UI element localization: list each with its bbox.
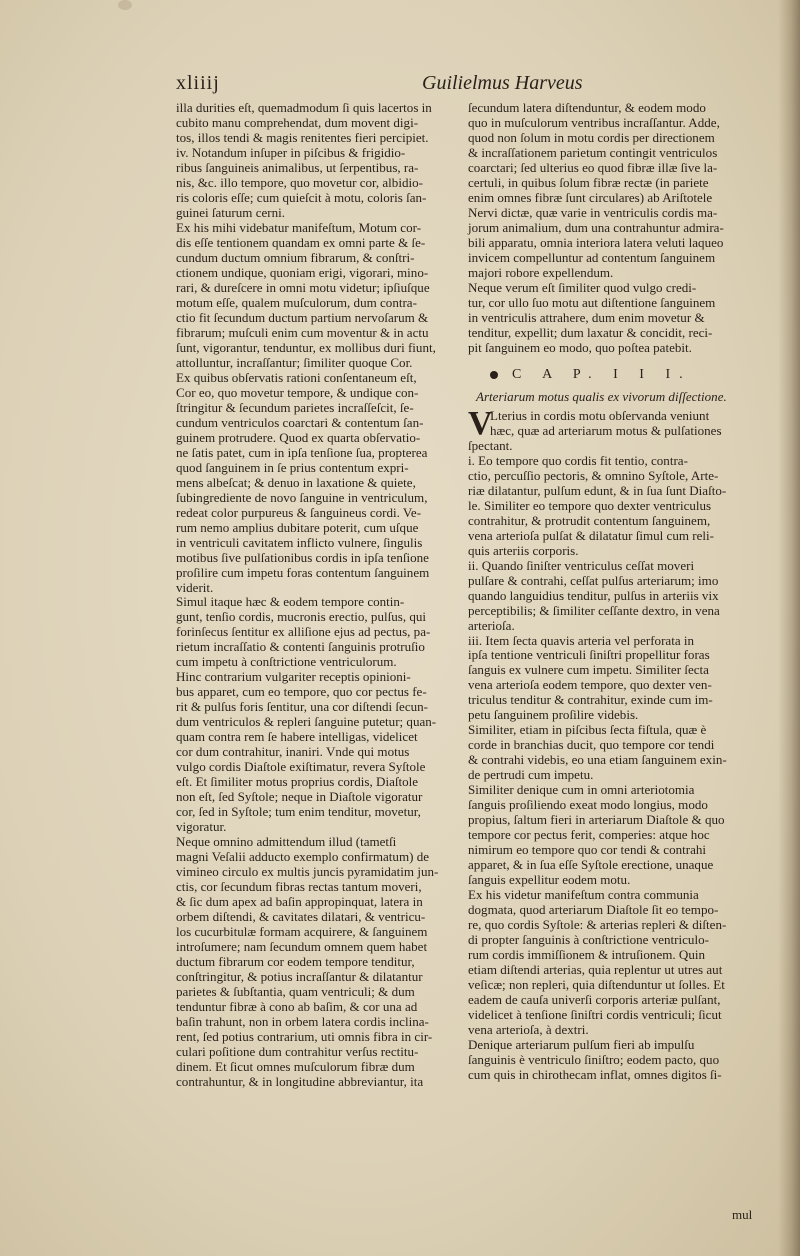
- text-line: forinſecus ſentitur ex alliſione ejus ad pectus, pa-: [176, 624, 431, 640]
- text-line: guinei ſaturum cerni.: [176, 204, 286, 220]
- text-line: Denique arteriarum pulſum fieri ab impulſu: [468, 1037, 695, 1053]
- text-line: videlicet à tenſione ſiniſtri cordis ventriculi; ſicut: [468, 1007, 722, 1023]
- text-line: proſilire cum impetu foras contentum ſanguinem: [176, 564, 430, 580]
- text-line: Hinc contrarium vulgariter receptis opinioni-: [176, 669, 411, 685]
- text-line: di propter ſanguinis à conſtrictione ventriculo-: [468, 932, 709, 948]
- text-line: cum quis in chirothecam inflat, omnes digitos ſi-: [468, 1067, 722, 1083]
- text-line: ductum fibrarum cor eodem tempore tenditur,: [176, 954, 415, 970]
- chapter-title: Arteriarum motus qualis ex vivorum diſſectione.: [476, 388, 727, 404]
- drop-capital: V: [468, 404, 493, 442]
- text-line: cundum ductum omnium fibrarum, & conſtri-: [176, 249, 415, 265]
- bullet-ornament-icon: [490, 371, 498, 379]
- text-line: dis eſſe tentionem quandam ex omni parte & ſe-: [176, 234, 426, 250]
- text-line: contrahitur, & protrudit contentum ſanguinem,: [468, 512, 711, 528]
- text-line: Ex his mihi videbatur manifeſtum, Motum cor-: [176, 219, 422, 235]
- text-line: ii. Quando ſiniſter ventriculus ceſſat moveri: [468, 557, 695, 573]
- text-line: magni Veſalii adducto exemplo confirmatum) de: [176, 849, 430, 865]
- text-line: enim omnes fibræ ſunt circulares) ab Ariſtotele: [468, 189, 713, 205]
- text-line: tenditur, expellit; dum laxatur & concidit, reci-: [468, 324, 713, 340]
- text-line: ſanguis expellitur eodem motu.: [468, 872, 631, 888]
- page-header: [176, 72, 742, 96]
- text-line: rent, ſed potius contrarium, uti omnis fibra in cir-: [176, 1029, 433, 1045]
- text-line: majori robore expellendum.: [468, 264, 614, 280]
- text-line: bus apparet, cum eo tempore, quo cor pectus fe-: [176, 684, 427, 700]
- text-line: non eſt, ſed Syſtole; neque in Diaſtole vigoratur: [176, 789, 423, 805]
- text-line: parietes & ſubſtantia, quam ventriculi; & dum: [176, 984, 415, 1000]
- text-line: Nervi dictæ, quæ varie in ventriculis cordis ma-: [468, 204, 718, 220]
- text-line: Lterius in cordis motu obſervanda veniunt: [490, 407, 710, 423]
- text-line: cubito manu comprehendat, dum movent digi-: [176, 114, 419, 130]
- page-stain: [118, 0, 132, 10]
- text-line: cum impetu à conſtrictione ventriculorum.: [176, 654, 397, 670]
- text-line: ſanguis proſiliendo exeat modo longius, modo: [468, 797, 708, 813]
- text-line: vena arterioſa pulſat & dilatatur ſimul cum reli-: [468, 527, 714, 543]
- text-line: mens albeſcat; & denuo in laxatione & quiete,: [176, 474, 416, 490]
- text-line: quam contra rem ſe habere intelligas, videlicet: [176, 729, 418, 745]
- text-line: iii. Item ſecta quavis arteria vel perforata in: [468, 632, 695, 648]
- text-line: ctionem undique, quoniam erigi, vigorari, mino-: [176, 264, 429, 280]
- text-line: de pertrudi cum impetu.: [468, 767, 594, 783]
- right-text-column: [468, 100, 744, 1082]
- text-line: guinem protrudere. Quod ex quarta obſervatio-: [176, 429, 421, 445]
- text-line: culari poſitione dum contrahitur verſus rectitu-: [176, 1044, 419, 1060]
- text-line: motibus ſive pulſationibus cordis in ipſa tenſione: [176, 549, 429, 565]
- text-line: iv. Notandum inſuper in piſcibus & frigidio-: [176, 144, 406, 160]
- text-line: baſin trahunt, non in orbem latera cordis inclina-: [176, 1014, 429, 1030]
- text-line: petu ſanguinem proſilire videbis.: [468, 707, 639, 723]
- text-line: Similiter, etiam in piſcibus ſecta fiſtula, quæ è: [468, 722, 707, 738]
- chapter-opening: [468, 404, 744, 1083]
- text-line: rum nemo amplius dubitare poterit, cum uſque: [176, 519, 419, 535]
- running-title: Guilielmus Harveus: [422, 72, 583, 94]
- text-line: jorum animalium, dum una contrahuntur admira-: [468, 219, 724, 235]
- text-line: quo in muſculorum ventribus incraſſantur. Adde,: [468, 114, 720, 130]
- text-line: dum ventriculos & repleri ſanguine putetur; quan-: [176, 714, 437, 730]
- text-line: triculus tenditur & contrahitur, exinde cum im-: [468, 692, 713, 708]
- text-line: le. Similiter eo tempore quo dexter ventriculus: [468, 497, 712, 513]
- text-line: vulgo cordis Diaſtole exiſtimatur, revera Syſtole: [176, 759, 426, 775]
- text-line: tempore cor pectus ferit, comperies: atque hoc: [468, 827, 710, 843]
- text-line: tos, illos tendi & magis renitentes fieri percipiet.: [176, 129, 429, 145]
- text-line: quis arteriis corporis.: [468, 542, 579, 558]
- text-line: arterioſa.: [468, 617, 515, 633]
- text-line: nis, &c. illo tempore, quo movetur cor, albidio-: [176, 174, 423, 190]
- text-line: Neque verum eſt ſimiliter quod vulgo credi-: [468, 279, 697, 295]
- text-line: tenduntur fibræ à cono ab baſim, & cor una ad: [176, 999, 418, 1015]
- text-line: ctio fit ſecundum ductum partium nervoſarum &: [176, 309, 429, 325]
- text-line: apparet, & in ſua eſſe Syſtole erectione, unaque: [468, 857, 714, 873]
- text-line: ſtringitur & ſecundum parietes incraſſeſcit, ſe-: [176, 399, 414, 415]
- text-line: vena arterioſa, à dextri.: [468, 1022, 589, 1038]
- text-line: pulſare & contrahi, ceſſat pulſus arteriarum; imo: [468, 572, 719, 588]
- text-line: invicem compelluntur ad contentum ſanguinem: [468, 249, 716, 265]
- text-line: dogmata, quod arteriarum Diaſtole ſit eo tempo-: [468, 902, 719, 918]
- text-line: rietum incraſſatio & contenti ſanguinis protruſio: [176, 639, 425, 655]
- text-line: tur, cor ullo ſuo motu aut diſtentione ſanguinem: [468, 294, 716, 310]
- text-line: rum cordis immiſſionem & intruſionem. Quin: [468, 947, 705, 963]
- text-line: ſubingrediente de novo ſanguine in ventriculum,: [176, 489, 428, 505]
- text-line: rari, & dureſcere in omni motu videtur; ipſiuſque: [176, 279, 430, 295]
- text-line: corde in branchias ducit, quo tempore cor tendi: [468, 737, 715, 753]
- text-line: ſpectant.: [468, 437, 513, 453]
- text-line: i. Eo tempore quo cordis fit tentio, contra-: [468, 452, 688, 468]
- right-column-top-text: [468, 100, 744, 355]
- text-line: quod ſanguinem in ſe prius contentum expri-: [176, 459, 409, 475]
- text-line: orbem diſtendi, & cavitates dilatari, & ventricu-: [176, 909, 426, 925]
- text-line: nimirum eo tempore quo cor tendi & contrahi: [468, 842, 707, 858]
- text-line: ſanguis ex vulnere cum impetu. Similiter ſecta: [468, 662, 709, 678]
- text-line: conſtringitur, & potius incraſſantur & dilatantur: [176, 969, 423, 985]
- text-line: ne ſatis patet, cum in ipſa tenſione ſua, propterea: [176, 444, 428, 460]
- text-line: cor, ſed in Syſtole; tum enim tenditur, movetur,: [176, 804, 421, 820]
- text-line: vigoratur.: [176, 819, 227, 835]
- text-line: fibrarum; muſculi enim cum moventur & in actu: [176, 324, 429, 340]
- text-line: bili apparatu, omnia interiora latera veluti laqueo: [468, 234, 724, 250]
- text-line: viderit.: [176, 579, 214, 595]
- chapter-heading: C A P. I I I.: [468, 364, 744, 386]
- text-line: illa durities eſt, quemadmodum ſi quis lacertos in: [176, 100, 432, 115]
- left-text-column: [176, 100, 452, 1089]
- text-line: ſunt, vigorantur, tenduntur, ex mollibus duri fiunt,: [176, 339, 436, 355]
- text-line: & incraſſationem parietum contingit ventriculos: [468, 144, 718, 160]
- text-line: re, quo cordis Syſtole: & arterias repleri & diſten-: [468, 917, 727, 933]
- text-line: ſanguinis è ventriculo ſiniſtro; eodem pacto, quo: [468, 1052, 720, 1068]
- text-line: etiam diſtendi arterias, quia replentur ut utres aut: [468, 962, 723, 978]
- text-line: in ventriculis attrahere, dum enim movetur &: [468, 309, 705, 325]
- text-line: ctis, cor ſecundum fibras rectas tantum moveri,: [176, 879, 422, 895]
- text-line: contrahuntur, & in longitudine abbreviantur, ita: [176, 1073, 424, 1089]
- text-line: Cor eo, quo movetur tempore, & undique con-: [176, 384, 419, 400]
- text-line: motum eſſe, qualem muſculorum, dum contra-: [176, 294, 417, 310]
- text-line: ipſa tentione ventriculi ſiniſtri propellitur foras: [468, 647, 710, 663]
- text-line: introſumere; nam ſecundum omnem quem habet: [176, 939, 428, 955]
- text-line: & ſic dum apex ad baſin appropinquat, latera in: [176, 894, 423, 910]
- text-line: eadem de cauſa univerſi corporis arteriæ pulſant,: [468, 992, 721, 1008]
- folio-number: xliiij: [176, 72, 220, 94]
- text-line: certuli, in quibus ſolum fibræ rectæ (in pariete: [468, 174, 709, 190]
- text-line: vimineo circulo ex multis juncis pyramidatim jun-: [176, 864, 439, 880]
- text-line: Simul itaque hæc & eodem tempore contin-: [176, 594, 405, 610]
- text-line: ribus ſanguineis animalibus, ut ſerpentibus, ra-: [176, 159, 419, 175]
- text-line: attolluntur, incraſſantur; ſimiliter quoque Cor.: [176, 354, 413, 370]
- catchword: mul: [732, 1207, 753, 1222]
- text-line: gunt, tenſio cordis, mucronis erectio, pulſus, qui: [176, 609, 427, 625]
- text-line: ris coloris eſſe; cum quieſcit à motu, coloris ſan-: [176, 189, 427, 205]
- text-line: veſicæ; non repleri, quia diſtenduntur ut ſolles. Et: [468, 977, 725, 993]
- text-line: Similiter denique cum in omni arteriotomia: [468, 782, 695, 798]
- gutter-shadow: [778, 0, 800, 1256]
- text-line: & contrahi videbis, eo una etiam ſanguinem exin-: [468, 752, 727, 768]
- text-line: dinem. Et ſicut omnes muſculorum fibræ dum: [176, 1059, 415, 1074]
- text-line: perceptibilis; & ſimiliter ceſſante dextro, in vena: [468, 602, 720, 618]
- text-line: ctio, percuſſio pectoris, & omnino Syſtole, Arte-: [468, 467, 719, 483]
- text-line: vena arterioſa eodem tempore, quo dexter ven-: [468, 677, 712, 693]
- text-line: pit ſanguinem eo modo, quo poſtea patebit.: [468, 339, 692, 355]
- text-line: Ex quibus obſervatis rationi conſentaneum eſt,: [176, 369, 417, 385]
- right-column-bottom-text: [468, 404, 744, 1083]
- text-line: los cucurbitulæ formam acquirere, & ſanguinem: [176, 924, 428, 940]
- text-line: Neque omnino admittendum illud (tametſi: [176, 834, 397, 850]
- text-line: quando languidius tenditur, pulſus in arteriis vix: [468, 587, 719, 603]
- text-line: redeat color purpureus & ſanguineus cordi. Ve-: [176, 504, 422, 520]
- text-line: propius, ſaltum fieri in arteriarum Diaſtole & quo: [468, 812, 725, 828]
- text-line: coarctari; ſed ulterius eo quod fibræ illæ ſive la-: [468, 159, 718, 175]
- text-line: cundum ventriculos coarctari & contentum ſan-: [176, 414, 424, 430]
- text-line: Ex his videtur manifeſtum contra communia: [468, 887, 699, 903]
- text-line: hæc, quæ ad arteriarum motus & pulſationes: [490, 422, 722, 438]
- text-line: eſt. Et ſimiliter motus proprius cordis, Diaſtole: [176, 774, 419, 790]
- text-line: rit & pulſus foris ſentitur, una cor diſtendi ſecun-: [176, 699, 429, 715]
- text-line: quod non ſolum in motu cordis per directionem: [468, 129, 715, 145]
- text-line: cor dum contrahitur, inaniri. Vnde qui motus: [176, 744, 410, 760]
- text-line: in ventriculi cavitatem inflicto vulnere, ſingulis: [176, 534, 423, 550]
- text-line: riæ dilatantur, pulſum edunt, & in ſua ſunt Diaſto-: [468, 482, 727, 498]
- text-line: ſecundum latera diſtenduntur, & eodem modo: [468, 100, 706, 115]
